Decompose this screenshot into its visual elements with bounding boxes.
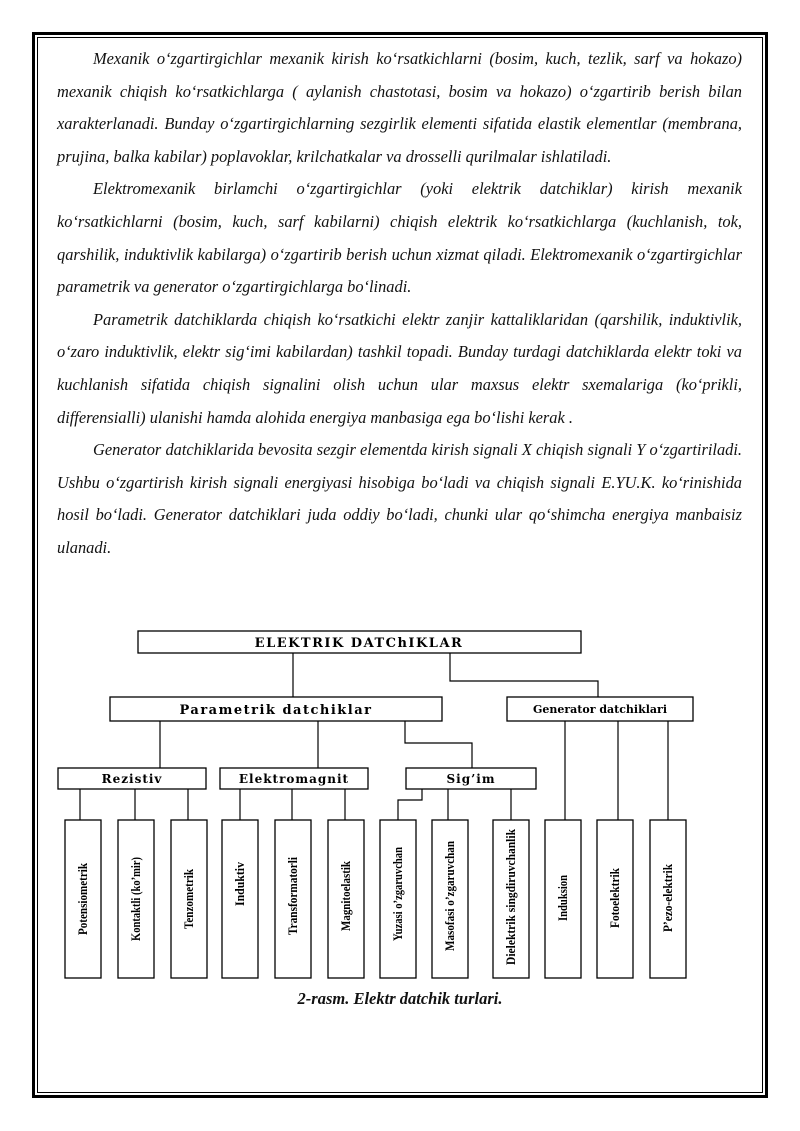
leaf-label-pezoelektrik: P’ezo-elektrik <box>661 857 675 932</box>
leaf-label-potensiometrik: Potensiometrik <box>76 853 90 935</box>
leaf-label-masofasi: Masofasi o’zgaruvchan <box>443 827 457 951</box>
leaf-labels <box>76 817 675 965</box>
leaf-label-induktiv: Induktiv <box>233 859 247 906</box>
parametric-label: Parametrik datchiklar <box>179 703 373 718</box>
root-label: ELEKTRIK DATChIKLAR <box>254 636 464 651</box>
leaf-label-transformatorli: Transformatorli <box>286 848 300 935</box>
figure-caption: 2-rasm. Elektr datchik turlari. <box>297 989 503 1008</box>
paragraph-mechanical: Mexanik o‘zgartirgichlar mexanik kirish ko‘rsatkichlarni (bosim, kuch, tezlik, sarf va hokazo) mexanik chiqish ko‘rsatkichlarga ( aylanish chastotasi, bosim va hokazo) o‘zgartirib berish bilan xarakterlanadi. Bunday o‘zgartirgichlarning sezgirlik elementi sifatida elastik elementlar (membrana, prujina, balka kabilar) poplavoklar, krilchatkalar va drosselli qurilmalar ishlatiladi. <box>57 49 742 166</box>
leaf-label-magnitoelastik: Magnitoelastik <box>339 851 353 931</box>
paragraph-electromechanical: Elektromexanik birlamchi o‘zgartirgichlar (yoki elektrik datchiklar) kirish mexanik ko‘rsatkichlarni (bosim, kuch, sarf kabilarni) chiqish elektrik ko‘rsatkichlarga (kuchlanish, tok, qarshilik, induktivlik kabilarga) o‘zgartirib berish uchun xizmat qiladi. Elektromexanik o‘zgartirgichlar parametrik va generator o‘zgartirgichlarga bo‘linadi. <box>57 179 742 297</box>
leaf-boxes <box>65 817 686 978</box>
rezistiv-label: Rezistiv <box>101 772 163 786</box>
diagram-connectors <box>80 653 668 820</box>
paragraph-generator: Generator datchiklarida bevosita sezgir elementda kirish signali X chiqish signali Y o‘zgartiriladi. Ushbu o‘zgartirish kirish signali energiyasi hisobiga bo‘ladi va chiqish signali E.YU.K. ko‘rinishida hosil bo‘ladi. Generator datchiklari juda oddiy bo‘ladi, chunki ular qo‘shimcha energiya manbaisiz ulanadi. <box>57 440 742 557</box>
paragraph-parametric: Parametrik datchiklarda chiqish ko‘rsatkichi elektr zanjir kattaliklaridan (qarshilik, induktivlik, o‘zaro induktivlik, elektr sig‘imi kabilardan) tashkil topadi. Bunday turdagi datchiklarda elektr toki va kuchlanish sifatida chiqish signalini olish uchun ular maxsus elektr sxemalariga (ko‘prikli, differensialli) ulanishi hamda alohida energiya manbasiga ega bo‘lishi kerak . <box>57 309 742 427</box>
generator-label: Generator datchiklari <box>532 703 668 716</box>
leaf-label-tenzometrik: Tenzometrik <box>182 861 196 929</box>
leaf-label-yuzasi: Yuzasi o’zgaruvchan <box>391 829 405 941</box>
elektromagnit-label: Elektromagnit <box>238 772 350 786</box>
leaf-label-fotoelektrik: Fotoelektrik <box>608 862 622 928</box>
leaf-label-induksion: Induksion <box>556 866 570 921</box>
leaf-label-kontaktli: Kontaktli (ko’mir) <box>129 841 143 941</box>
leaf-label-dielektrik: Dielektrik singdiruvchanlik <box>504 817 518 965</box>
sigim-label: Sig’im <box>446 772 496 786</box>
